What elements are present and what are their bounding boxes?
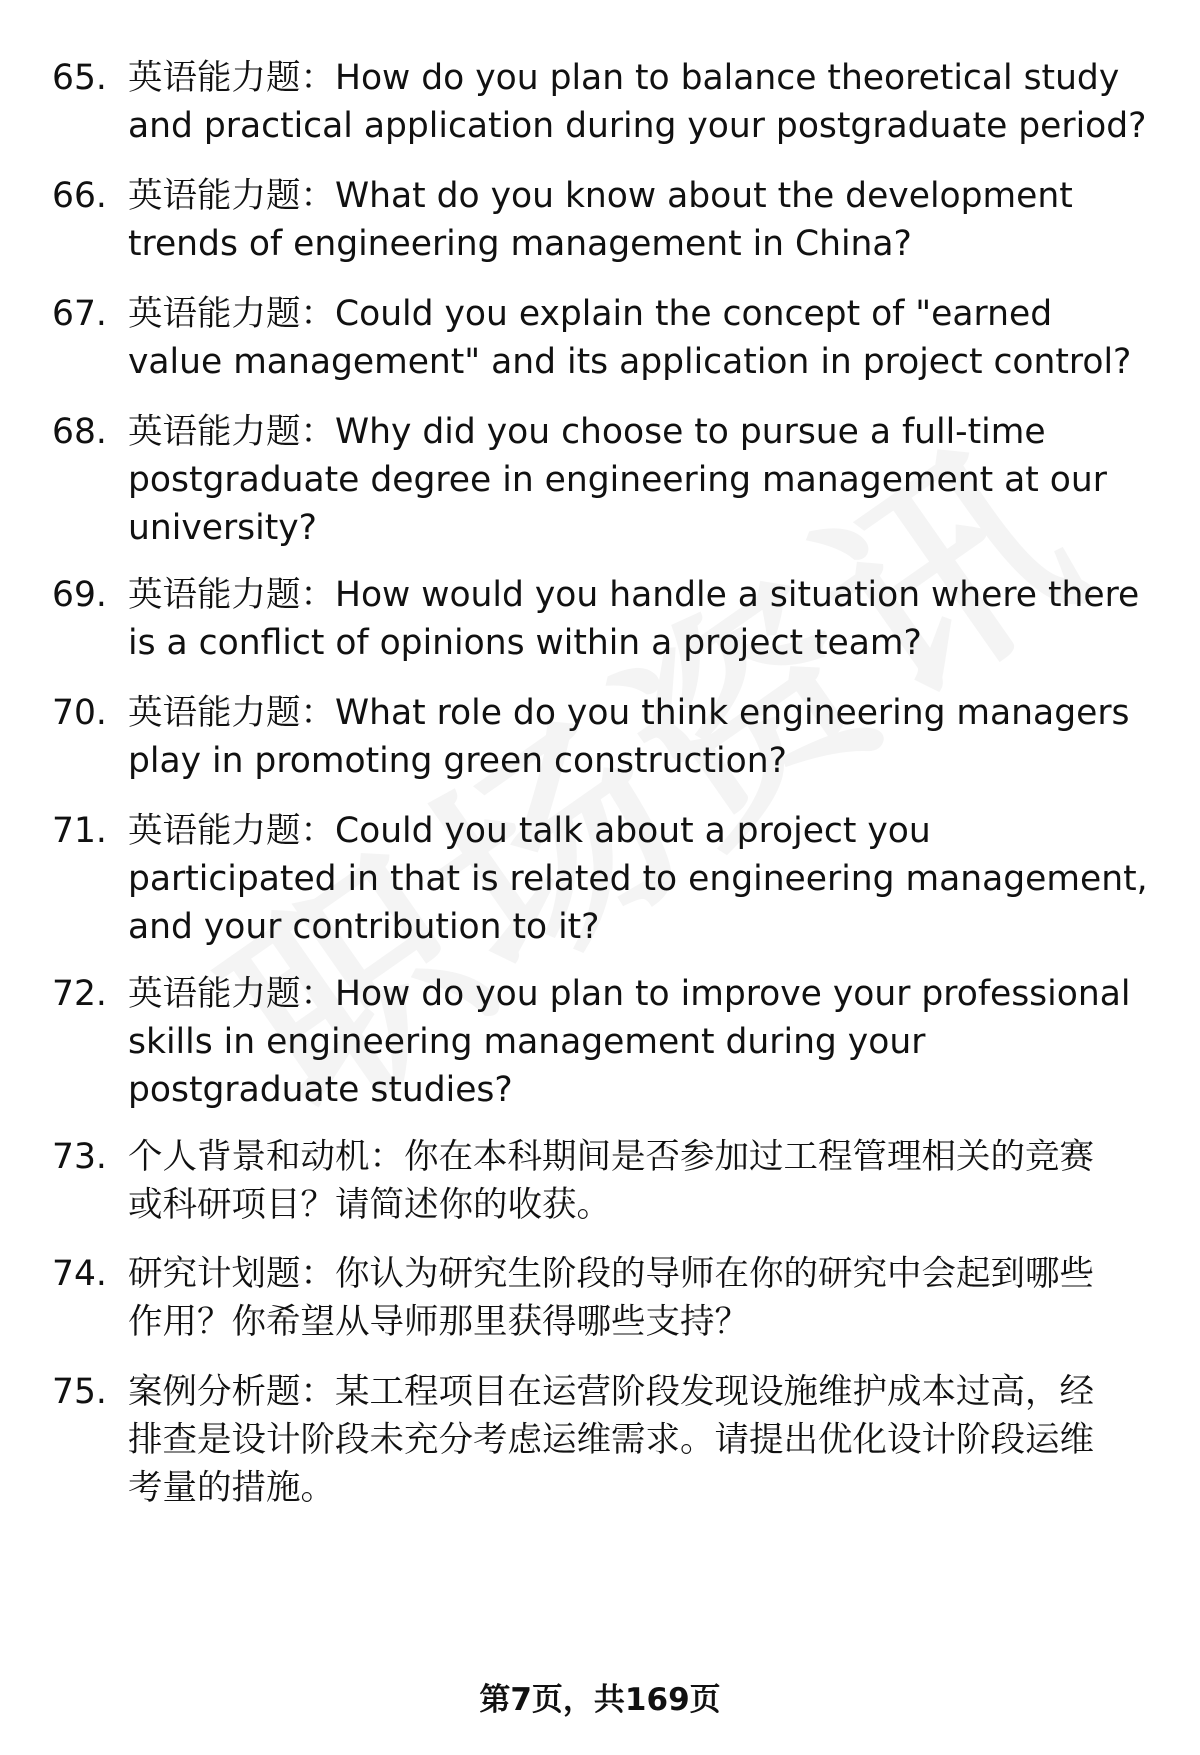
question-text [128,408,1153,552]
question-line: 英语能力题：What do you know about the development [128,176,1073,216]
question-line: participated in that is related to engineering management, [128,859,1148,899]
question-text [128,689,1153,785]
question-number: 70. [52,693,107,733]
question-line: skills in engineering management during your [128,1022,926,1062]
question-number: 73. [52,1137,107,1177]
question-line: 考量的措施。 [128,1468,335,1508]
question-line: 英语能力题：How would you handle a situation where there [128,575,1140,615]
question-line: 英语能力题：How do you plan to improve your professional [128,974,1131,1014]
question-text [128,290,1153,386]
question-line: university? [128,508,317,548]
question-number: 71. [52,811,107,851]
question-number: 72. [52,974,107,1014]
question-line: postgraduate studies? [128,1070,513,1110]
question-line: 英语能力题：How do you plan to balance theoretical study [128,58,1120,98]
question-text [128,54,1153,150]
question-number: 65. [52,58,107,98]
question-line: 案例分析题：某工程项目在运营阶段发现设施维护成本过高，经 [128,1372,1094,1412]
question-text [128,1368,1153,1512]
question-number: 69. [52,575,107,615]
question-line: 英语能力题：Could you talk about a project you [128,811,931,851]
question-number: 74. [52,1254,107,1294]
question-line: 英语能力题：What role do you think engineering managers [128,693,1130,733]
question-line: postgraduate degree in engineering management at our [128,460,1107,500]
question-line: play in promoting green construction? [128,741,787,781]
question-text [128,1250,1153,1346]
question-line: value management" and its application in project control? [128,342,1132,382]
page-number-footer: 第7页，共169页 [479,1682,721,1718]
question-text [128,970,1153,1114]
question-number: 68. [52,412,107,452]
question-line: 英语能力题：Why did you choose to pursue a full-time [128,412,1046,452]
question-number: 67. [52,294,107,334]
question-text [128,571,1153,667]
question-line: and practical application during your postgraduate period? [128,106,1147,146]
question-line: 研究计划题：你认为研究生阶段的导师在你的研究中会起到哪些 [128,1254,1094,1294]
question-number: 75. [52,1372,107,1412]
question-line: 排查是设计阶段未充分考虑运维需求。请提出优化设计阶段运维 [128,1420,1094,1460]
question-line: 或科研项目？请简述你的收获。 [128,1185,611,1225]
question-line: and your contribution to it? [128,907,600,947]
question-line: 作用？你希望从导师那里获得哪些支持？ [128,1302,749,1342]
question-line: 英语能力题：Could you explain the concept of "earned [128,294,1053,334]
question-line: trends of engineering management in China? [128,224,912,264]
question-line: is a conflict of opinions within a project team? [128,623,922,663]
question-text [128,807,1153,951]
question-text [128,1133,1153,1229]
question-line: 个人背景和动机：你在本科期间是否参加过工程管理相关的竞赛 [128,1137,1094,1177]
question-text [128,172,1153,268]
question-number: 66. [52,176,107,216]
